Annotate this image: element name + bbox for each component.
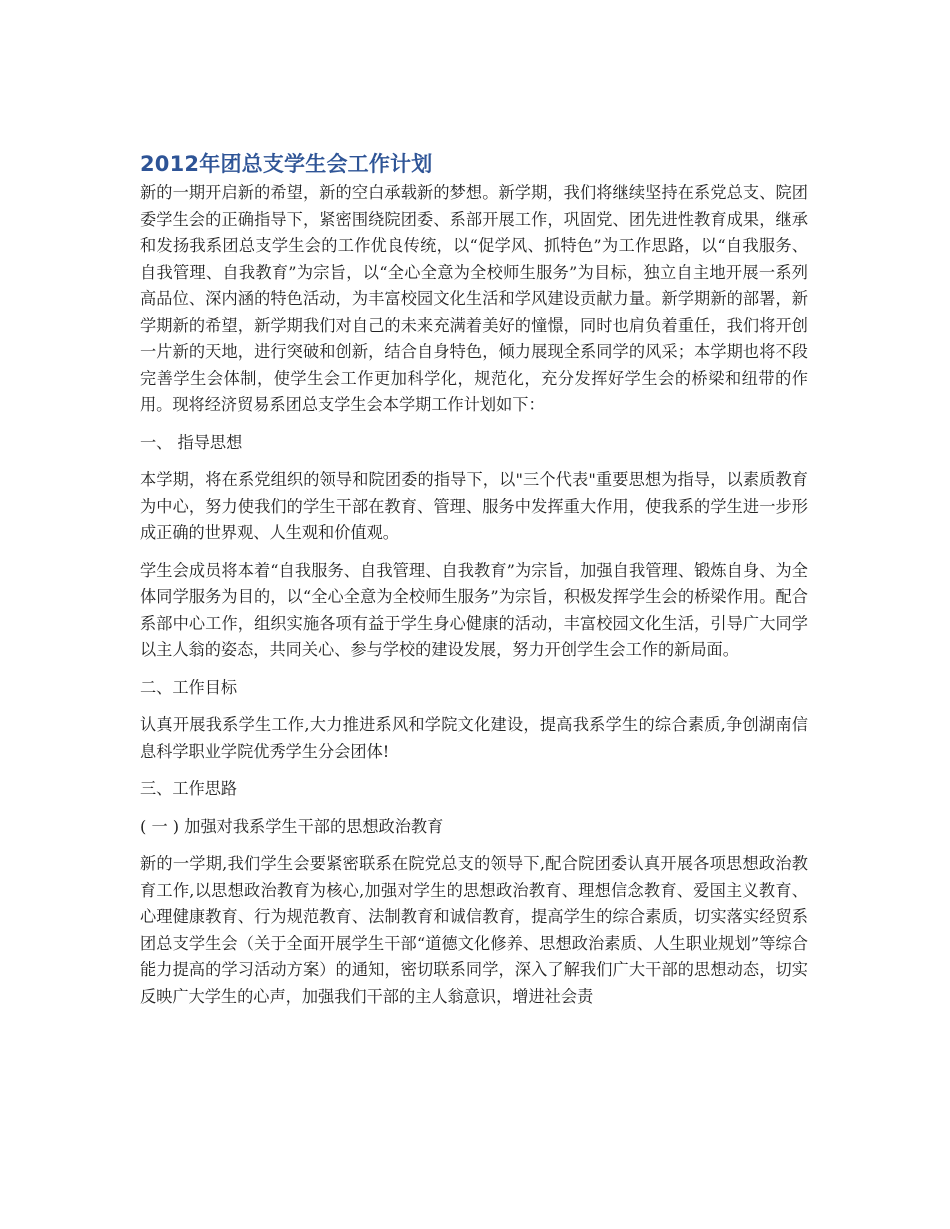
intro-paragraph: 新的一期开启新的希望，新的空白承载新的梦想。新学期，我们将继续坚持在系党总支、院团委学生会的正确指导下，紧密围绕院团委、系部开展工作，巩固党、团先进性教育成果，继承和发扬我系团总支学生会的工作优良传统，以“促学风、抓特色”为工作思路，以“自我服务、自我管理、自我教育”为宗旨，以“全心全意为全校师生服务”为目标，独立自主地开展一系列高品位、深内涵的特色活动，为丰富校园文化生活和学风建设贡献力量。新学期新的部署，新学期新的希望，新学期我们对自己的未来充满着美好的憧憬，同时也肩负着重任，我们将开创一片新的天地，进行突破和创新，结合自身特色，倾力展现全系同学的风采；本学期也将不段完善学生会体制，使学生会工作更加科学化，规范化，充分发挥好学生会的桥梁和纽带的作用。现将经济贸易系团总支学生会本学期工作计划如下：: [140, 183, 808, 414]
paragraph: 新的一学期,我们学生会要紧密联系在院党总支的领导下,配合院团委认真开展各项思想政治教育工作,以思想政治教育为核心,加强对学生的思想政治教育、理想信念教育、爱国主义教育、心理健康教育、行为规范教育、法制教育和诚信教育，提高学生的综合素质，切实落实经贸系团总支学生会（关于全面开展学生干部“道德文化修养、思想政治素质、人生职业规划”等综合能力提高的学习活动方案）的通知，密切联系同学，深入了解我们广大干部的思想动态，切实反映广大学生的心声，加强我们干部的主人翁意识，增进社会责: [140, 854, 808, 1006]
section-heading-guiding-ideology: 一、 指导思想: [140, 432, 243, 452]
paragraph: 本学期，将在系党组织的领导和院团委的指导下，以"三个代表"重要思想为指导，以素质教育为中心，努力使我们的学生干部在教育、管理、服务中发挥重大作用，使我系的学生进一步形成正确的世界观、人生观和价值观。: [140, 470, 808, 542]
paragraph: 认真开展我系学生工作,大力推进系风和学院文化建设，提高我系学生的综合素质,争创湖南信息科学职业学院优秀学生分会团体!: [140, 715, 808, 761]
section-heading-work-approach: 三、工作思路: [140, 779, 238, 798]
subsection-heading: ( 一 ) 加强对我系学生干部的思想政治教育: [140, 816, 444, 836]
section-heading-work-goals: 二、工作目标: [140, 677, 238, 697]
document-title: 2012年团总支学生会工作计划: [140, 152, 433, 176]
paragraph: 学生会成员将本着“自我服务、自我管理、自我教育”为宗旨，加强自我管理、锻炼自身、为全体同学服务为目的，以“全心全意为全校师生服务”为宗旨，积极发挥学生会的桥梁作用。配合系部中心工作，组织实施各项有益于学生身心健康的活动，丰富校园文化生活，引导广大同学以主人翁的姿态，共同关心、参与学校的建设发展，努力开创学生会工作的新局面。: [140, 560, 808, 659]
document-page: [140, 148, 808, 1010]
